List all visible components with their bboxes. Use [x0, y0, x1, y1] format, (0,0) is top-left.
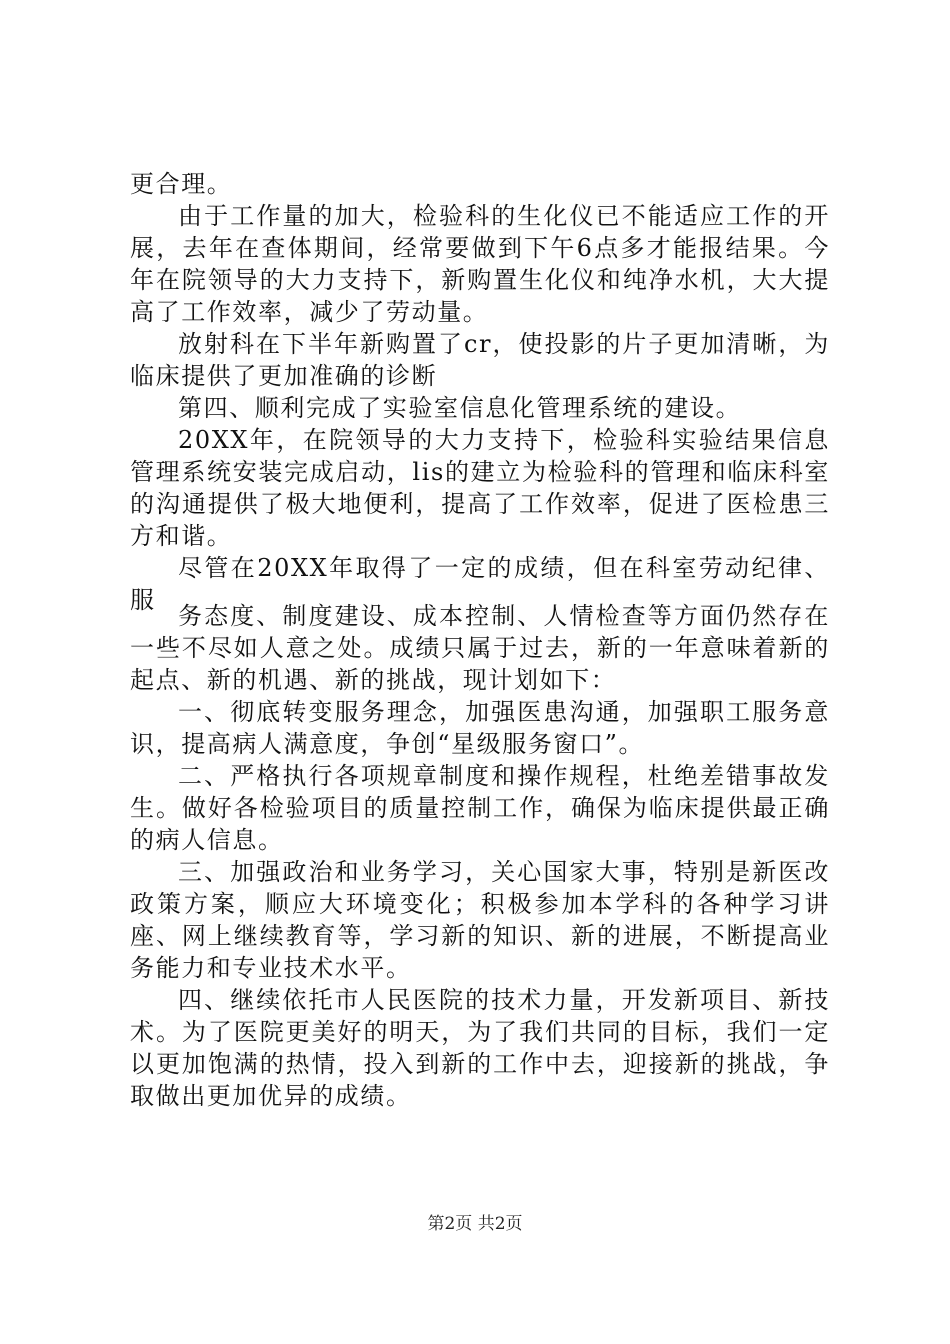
page-number-footer: 第2页 共2页 [427, 1214, 523, 1234]
paragraph: 第四、顺利完成了实验室信息化管理系统的建设。 [178, 394, 742, 422]
paragraph: 一、彻底转变服务理念，加强医患沟通，加强职工服务意识，提高病人满意度，争创“星级服务窗口”。 [130, 698, 830, 758]
paragraph: 尽管在20XX年取得了一定的成绩，但在科室劳动纪律、服 [130, 554, 830, 614]
paragraph: 更合理。 [130, 170, 233, 198]
paragraph: 务态度、制度建设、成本控制、人情检查等方面仍然存在一些不尽如人意之处。成绩只属于过去，新的一年意味着新的起点、新的机遇、新的挑战，现计划如下： [130, 602, 830, 694]
paragraph: 20XX年，在院领导的大力支持下，检验科实验结果信息管理系统安装完成启动，lis的建立为检验科的管理和临床科室的沟通提供了极大地便利，提高了工作效率，促进了医检患三方和谐。 [130, 426, 830, 550]
paragraph: 四、继续依托市人民医院的技术力量，开发新项目、新技术。为了医院更美好的明天，为了我们共同的目标，我们一定以更加饱满的热情，投入到新的工作中去，迎接新的挑战，争取做出更加优异的成绩。 [130, 986, 830, 1110]
paragraph: 放射科在下半年新购置了cr，使投影的片子更加清晰，为临床提供了更加准确的诊断 [130, 330, 830, 390]
paragraph: 三、加强政治和业务学习，关心国家大事，特别是新医改政策方案，顺应大环境变化；积极参加本学科的各种学习讲座、网上继续教育等，学习新的知识、新的进展，不断提高业务能力和专业技术水平。 [130, 858, 830, 982]
paragraph: 二、严格执行各项规章制度和操作规程，杜绝差错事故发生。做好各检验项目的质量控制工作，确保为临床提供最正确的病人信息。 [130, 762, 830, 854]
paragraph: 由于工作量的加大，检验科的生化仪已不能适应工作的开展，去年在查体期间，经常要做到下午6点多才能报结果。今年在院领导的大力支持下，新购置生化仪和纯净水机，大大提高了工作效率，减少了劳动量。 [130, 202, 830, 326]
text-block-upper [130, 168, 830, 616]
text-block-lower [130, 600, 830, 1112]
